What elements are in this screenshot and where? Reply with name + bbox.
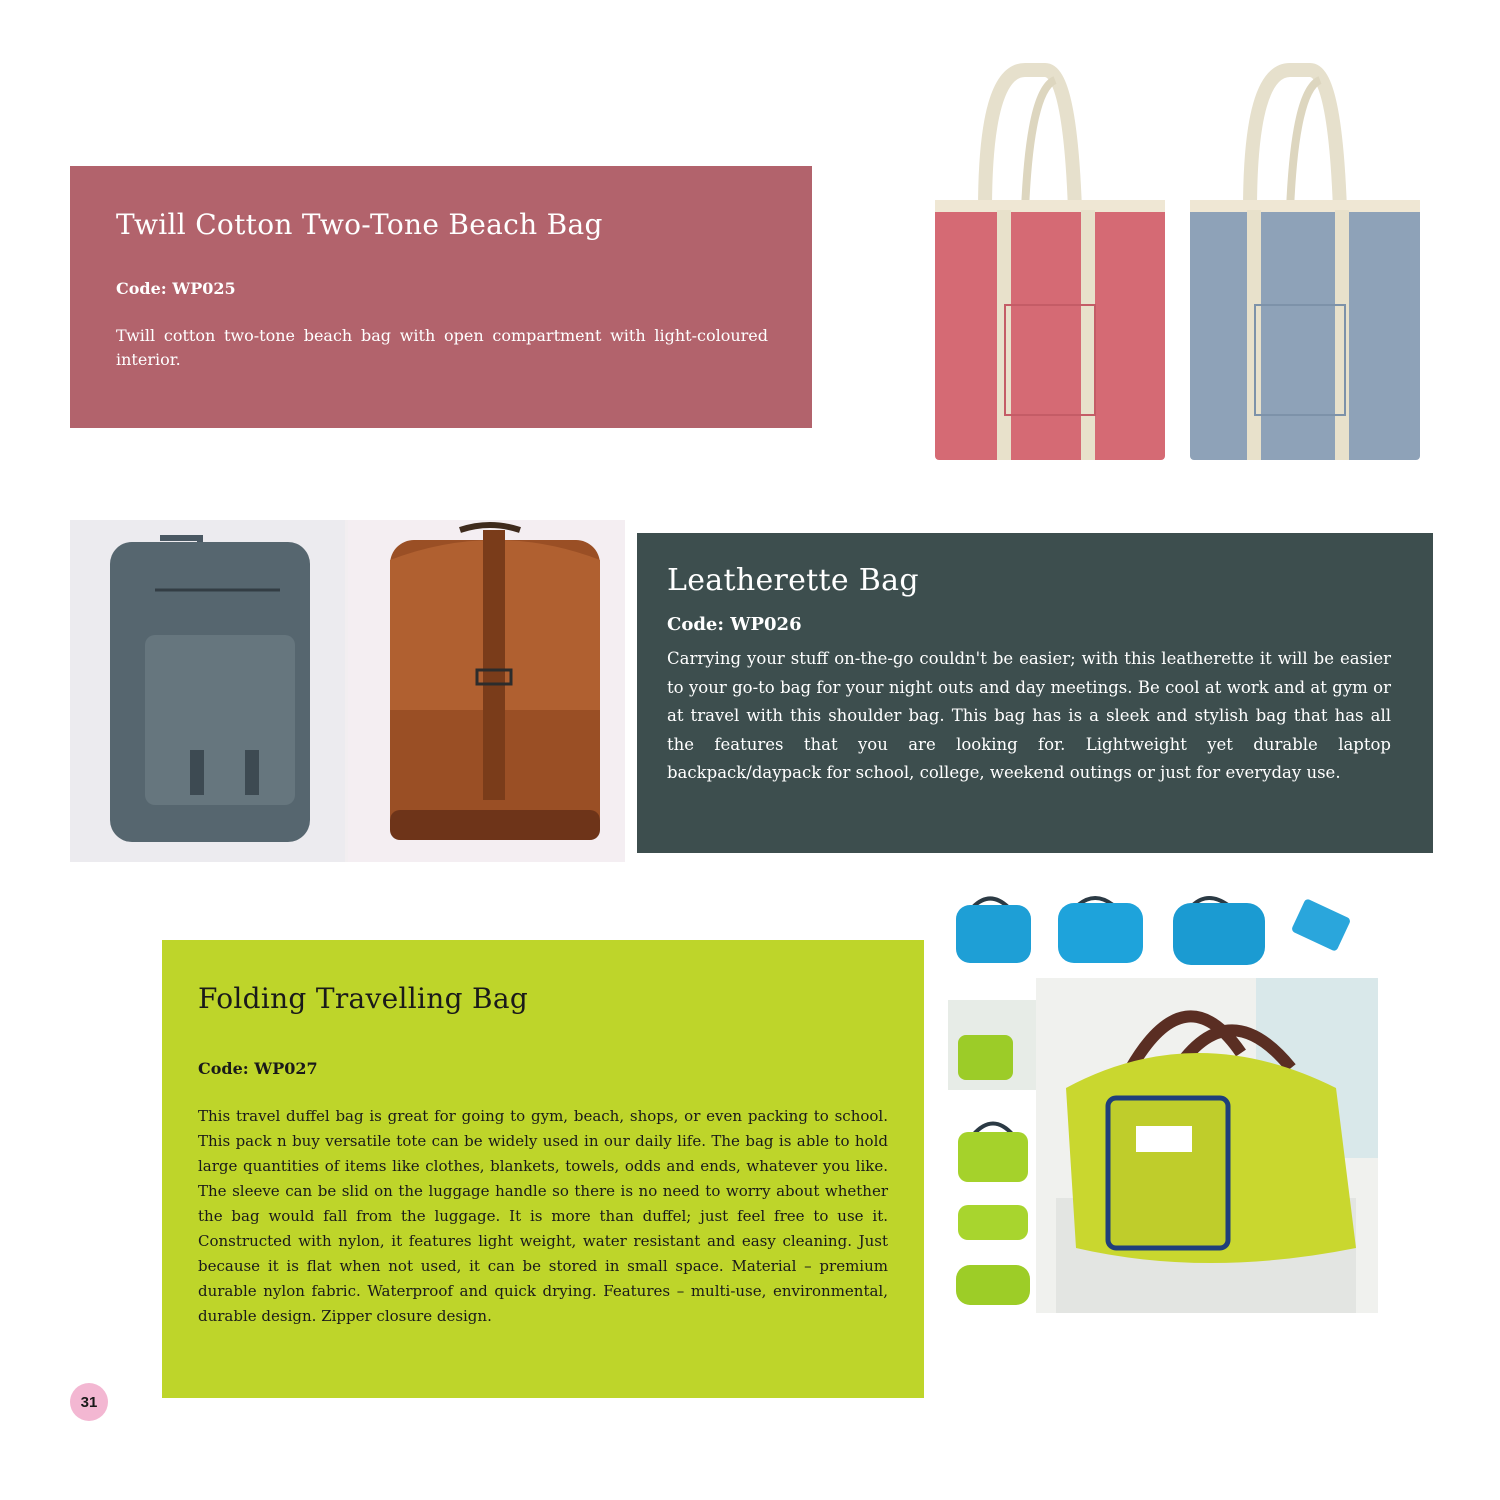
folding-bag-main-image [1036, 978, 1378, 1313]
product-title: Folding Travelling Bag [198, 982, 529, 1015]
product-description: This travel duffel bag is great for going to gym, beach, shops, or even packing to school. This pack n buy versatile tote can be widely used in our daily life. The bag is able to hold large quantities of items like clothes, blankets, towels, odds and ends, whatever you like. The sleeve can be slid on the luggage handle so there is no need to worry about whether the bag would fall from the luggage. It is more than duffel; just feel free to use it. Constructed with nylon, it features light weight, water resistant and easy cleaning. Just because it is flat when not used, it can be stored in small space. Material – premium durable nylon fabric. Waterproof and quick drying. Features – multi-use, environmental, durable design. Zipper closure design. [198, 1107, 888, 1325]
beach-bag-image [925, 60, 1435, 470]
product-description: Twill cotton two-tone beach bag with open compartment with light-coloured interior. [116, 326, 768, 369]
folding-bag-thumbnails-blue [948, 885, 1378, 970]
product-panel-leatherette-bag [637, 533, 1433, 853]
product-title: Leatherette Bag [667, 563, 919, 598]
folding-bag-thumbnails-green [948, 1000, 1036, 1312]
product-description: Carrying your stuff on-the-go couldn't be easier; with this leatherette it will be easier to your go-to bag for your night outs and day meetings. Be cool at work and at gym or at travel with this shoulder bag. This bag has is a sleek and stylish bag that has all the features that you are looking for. Lightweight yet durable laptop backpack/daypack for school, college, weekend outings or just for everyday use. [667, 649, 1391, 782]
product-code: Code: WP027 [198, 1059, 318, 1078]
product-panel-folding-bag [162, 940, 924, 1398]
product-title: Twill Cotton Two-Tone Beach Bag [116, 208, 603, 241]
page-number: 31 [70, 1383, 108, 1421]
product-panel-beach-bag [70, 166, 812, 428]
product-code: Code: WP026 [667, 614, 802, 635]
leatherette-bag-image [70, 520, 625, 862]
product-code: Code: WP025 [116, 279, 236, 298]
